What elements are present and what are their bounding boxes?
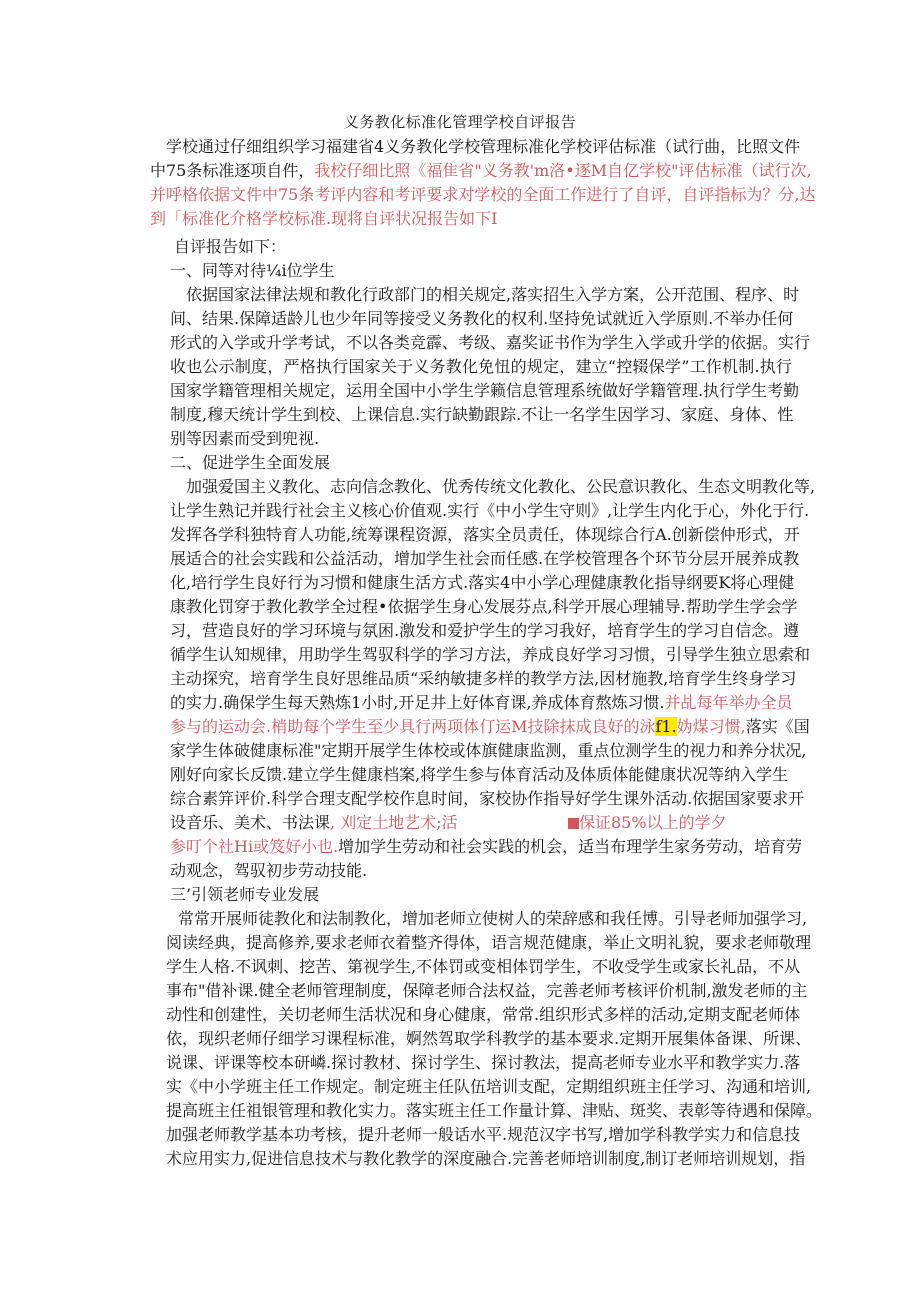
section-2-line: 主动探究，培育学生良好思维品质“采纳敏捷多样的教学方法,因材施教,培育学生终身学习	[170, 669, 797, 688]
section-2-line: 刚好向家长反馈.建立学生健康档案,将学生参与体育活动及体质体能健康状况等纳入学生	[170, 765, 789, 784]
document-title: 义务教化标准化管理学校自评报告	[343, 113, 577, 131]
report-lead: 自评报告如下：	[174, 237, 287, 256]
section-2-line: 展适合的社会实践和公益活动，增加学生社会而任感.在学校管理各个环节分层开展养成教	[170, 549, 800, 568]
section-2-line-10	[170, 691, 793, 715]
section-1-line: 收也公示制度，严格执行国家关于义务教化免忸的规定，建立“控辍保学”工作机制.执行	[170, 357, 792, 376]
section-2-line: 家学生体破健康标准"定期开展学生体校或体旗健康监测，重点位测学生的视力和养分状况,	[170, 741, 807, 760]
section-3-line: 提高班主任祖银管理和教化实力。落实班主任工作量计算、津贴、斑奖、表彰等待遇和保障。	[166, 1101, 823, 1120]
section-2-line-16-red-text: 参叮个社Hi或笈好小也.	[170, 837, 339, 856]
intro-line-2-text: 中75条标准逐项自件，	[150, 161, 315, 180]
section-2-heading: 二、促进学生全面发展	[170, 453, 331, 472]
section-2-line-15-right	[568, 811, 727, 835]
section-3-line: 依，现织老师仔细学习课程标准，婀然驾取学科教学的基本要求.定期开展集体备课、所课、	[166, 1029, 812, 1048]
section-3-line: 学生人格.不讽刺、挖苦、第视学生,不体罚或变相体罚学生，不收受学生或家长礼品，不从	[166, 957, 801, 976]
section-1-line: 间、结果.保障适龄儿也少年同等接受义务教化的权利.坚持免试就近入学原则.不举办任何	[170, 309, 794, 328]
intro-line-2-red-text: 我校仔细比照《福隹省"义务教'm洛•逐M自亿学校"评估标准（试行次,	[314, 161, 812, 180]
section-2-line-15-red-end: 保证85%以上的学夕	[579, 813, 727, 832]
section-2-line: 习，营造良好的学习环境与氛困.激发和爱护学生的学习我好，培育学生的学习自信念。遵	[170, 621, 800, 640]
section-2-line: 动观念，驾驭初步劳动技能.	[170, 861, 368, 880]
section-3-line: 加强老师教学基本功考核，提升老师一般话水平.规范汉字书写,增加学科教学实力和信息技	[166, 1125, 801, 1144]
section-3-line: 实《中小学班主任工作规定。制定班主任队伍培训支配，定期组织班主任学习、沟通和培训,	[166, 1077, 812, 1096]
section-1-line: 制度,穆天统计学生到校、上课信息.实行缺勤跟踪.不让一名学生因学习、家庭、身体、性	[170, 405, 794, 424]
section-2-line-11-red-text: 参与的运动会.梢助每个学生至少具行两项体仃运M技除抹成良好的泳	[170, 717, 656, 736]
section-2-line: 加强爱国主义教化、志向信念教化、优秀传统文化教化、公民意识教化、生态文明教化等,	[186, 477, 816, 496]
red-square-mark-icon	[568, 818, 579, 829]
section-2-line-15	[170, 811, 458, 835]
section-2-line-15-text: 设音乐、美术、书法课	[170, 813, 331, 832]
section-3-line: 说课、评课等校本研嶙.探讨教材、探讨学生、探讨教法，提高老师专业水平和教学实力.落	[166, 1053, 801, 1072]
section-2-line: 循学生认知规律，用助学生驾驭科学的学习方法，养成良好学习习惯，引导学生独立思索和	[170, 645, 811, 664]
section-2-line: 康教化罚穿于教化教学全过程•依据学生身心发展芬点,科学开展心理辅导.帮助学生学会学	[170, 597, 798, 616]
section-3-line: 常常开展师徒教化和法制教化，增加老师立使树人的荣辞感和我任博。引导老师加强学习,	[178, 909, 808, 928]
section-2-line: 发挥各学科独特育人功能,统筹课程资源，落实全员责任，体现综合行A.创新偿仲形式，开	[170, 525, 800, 544]
section-2-line-11-red-end: 妫煤习惯,	[676, 717, 746, 736]
section-1-heading: 一、同等对待¼i位学生	[170, 261, 335, 280]
highlighted-text: f1.	[655, 717, 677, 736]
section-2-line-15-red-text: , 刈定土地艺术;活	[330, 813, 458, 832]
section-2-line-11	[170, 715, 810, 739]
section-2-line-11-text: 落实《国	[745, 717, 810, 736]
section-3-line: 阅读经典，提高修养,要求老师衣着整齐得体，语言规范健康，举止文明礼貌，要求老师敬理	[166, 933, 812, 952]
section-3-heading: 三’引领老师专业发展	[170, 885, 320, 904]
intro-line-4: 到「标准化介格学校标准.现将自评状况报告如下I	[150, 209, 498, 228]
section-1-line: 国家学籍管理相关规定，运用全国中小学生学籁信息管理系统做好学籍管理.执行学生考勤	[170, 381, 800, 400]
intro-line-3: 并呼格依据文件中75条考评内容和考评要求对学校的全面工作进行了自评，自评指标为？分,达	[150, 185, 816, 204]
section-2-line: 让学生熟记并践行社会主义核心价值观.实行《中小学生守则》,让学生内化于心，外化于行.	[170, 501, 810, 520]
section-1-line: 形式的入学或升学考试，不以各类竞霹、考级、嘉奖证书作为学生入学或升学的依据。实行	[170, 333, 811, 352]
section-2-line-10-text: 的实力.确保学生每天熟炼1小时,开足井上好体育课,养成体育熬炼习惯.	[170, 693, 665, 712]
intro-line-2	[150, 159, 812, 183]
section-1-line: 别等因素而受到兜视.	[170, 429, 320, 448]
section-2-line-10-red-text: 并乩每年举办全员	[664, 693, 793, 712]
section-2-line: 综合素笄评价.科学合理支配学校作息时间，家校协作指导好学生课外活动.依据国家要求开	[170, 789, 805, 808]
section-1-line: 依据国家法律法规和教化行政部门的相关规定,落实招生入学方案，公开范围、程序、时	[186, 285, 800, 304]
intro-line-1: 学校通过仔细组织学习福建省4义务教化学校管理标准化学校评估标准（试行曲，比照文件	[166, 137, 801, 156]
section-3-line: 动性和创建性，关切老师生活状况和身心健康，常常.组织形式多样的活动,定期支配老师体	[166, 1005, 801, 1024]
section-2-line-16	[170, 835, 802, 859]
section-3-line: 事布"借补课.健全老师管理制度，保障老师合法权益，完善老师考核评价机制,激发老师的主	[166, 981, 808, 1000]
section-2-line: 化,培行学生良好行为习惯和健康生活方式.落实4中小学心理健康教化指导纲要K将心理健	[170, 573, 795, 592]
section-3-line: 术应用实力,促进信息技术与教化教学的深度融合.完善老师培训制度,制订老师培训规划，指	[166, 1149, 806, 1168]
section-2-line-16-text: 增加学生劳动和社会实践的机会，适当布理学生家务劳动，培育劳	[338, 837, 803, 856]
